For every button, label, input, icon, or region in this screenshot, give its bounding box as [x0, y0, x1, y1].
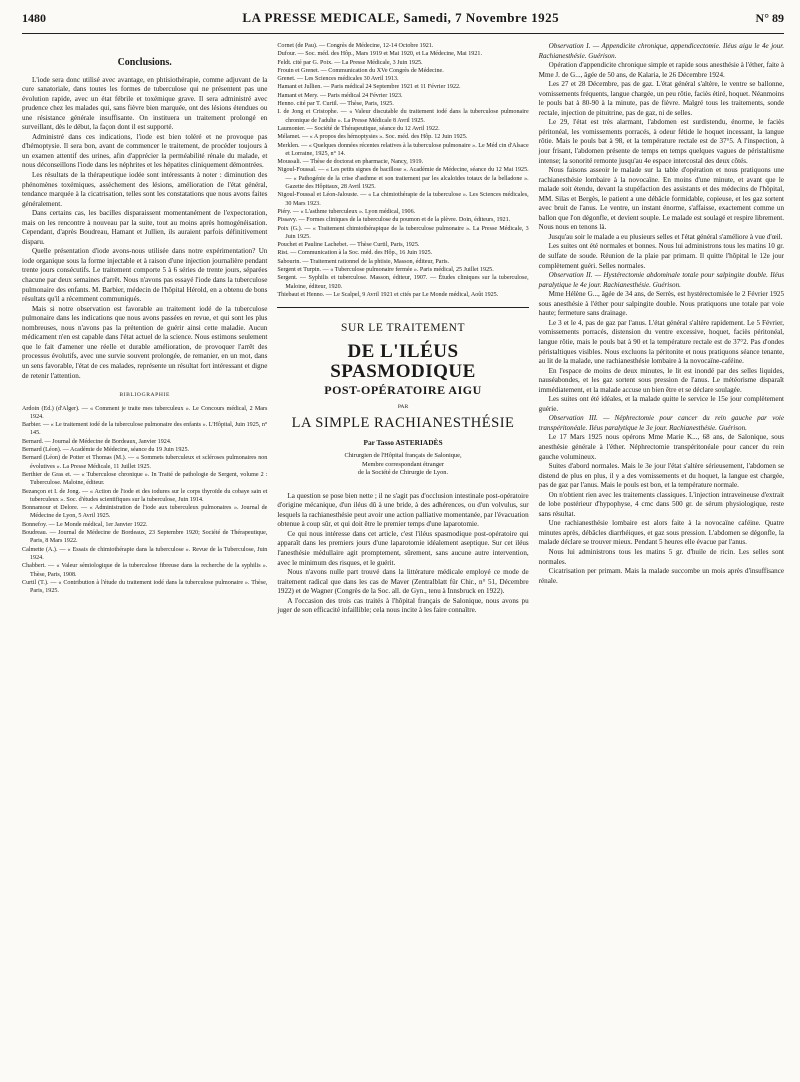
article-author: Par Tasso ASTERIADÈS	[363, 438, 443, 448]
observation-heading: Observation I. — Appendicite chronique, appendicectomie. Iléus aigu le 4e jour. Rachianesthésie. Guérison.	[538, 42, 785, 60]
paragraph: Opération d'appendicite chronique simple et rapide sous anesthésie à l'éther, faite à Mme J. de G..., âgée de 50 ans, de Kalaria, le 26 Décembre 1924.	[538, 61, 785, 79]
biblio-entry: Poix (G.). — « Traitement chimiothérapique de la tuberculose pulmonaire ». La Presse Médicale, 3 Juin 1925.	[277, 225, 529, 240]
paragraph: Les 27 et 28 Décembre, pas de gaz. L'état général s'altère, le ventre se ballonne, vomissements fréquents, langue chargée, un peu rôtie, faciès étiré, hoquet. Néanmoins le pouls bat à 80-90 à la minute, pas de fièvre. Malgré tous les traitements, sonde rectale, injection de pituitrine, pas de gaz, ni de selles.	[538, 80, 785, 117]
paragraph: On n'obtient rien avec les traitements classiques. L'injection intraveineuse d'extrait de lobe postérieur d'hypophyse, 4 cmc dans 500 gr. de sérum physiologique, reste sans résultat.	[538, 490, 785, 518]
affiliation-line: Membre correspondant étranger	[362, 460, 444, 468]
biblio-entry: Hamant et Jullien. — Paris médical 24 Septembre 1921 et 11 Février 1922.	[277, 84, 461, 91]
paragraph: Mais si notre observation est favorable au traitement iodé de la tuberculose pulmonaire dans les indications que nous avons passées en revue, et qui sont les plus nombreuses, nous n'avons pas la prétention de guérir ainsi cette maladie. Aucun médicament n'en est capable dans l'état actuel de la science. Nous estimons seulement que le fait d'amener une réelle et durable amélioration, de provoquer l'arrêt des processus évolutifs, avec une survie souvent prolongée, de remanier, en un mot, dans un sens favorable, l'état de ces malades, représente un résultat fort intéressant et digne de retenir l'attention.	[22, 304, 268, 380]
paragraph: Mme Hélène G..., âgée de 34 ans, de Serrès, est hystérectomisée le 2 Février 1925 sous anesthésie à l'éther pour salpingite double. Nous pratiquons une totale par voie haute; fermeture sans drainage.	[538, 290, 785, 318]
paragraph: A l'occasion des trois cas traités à l'hôpital français de Salonique, nous avons pu juger de son efficacité infaillible; cela nous incite à les faire connaître.	[277, 596, 529, 615]
column-1	[22, 42, 267, 616]
conclusions-title: Conclusions.	[117, 57, 172, 68]
biblio-entry: Sergent et Turpin. — « Tuberculose pulmonaire fermée ». Paris médical, 25 Juillet 1925.	[277, 267, 494, 274]
paragraph: La question se pose bien nette ; il ne s'agit pas d'occlusion intestinale post-opératoire d'origine mécanique, d'un iléus dû à une bride, à des adhérences, ou d'un volvulus, sur lesquels la rachianesthésie peut avoir une action palliative momentanée, par l'évacuation obtenue à coup sûr, et qui doit être le premier temps d'une laparotomie.	[277, 491, 529, 529]
bibliography-continued	[277, 42, 528, 299]
biblio-entry: Berthier de Gras et. — « Tuberculose chronique ». In Traité de pathologie de Sergent, volume 2 : Tuberculose. Maloine, éditeur.	[22, 471, 268, 487]
columns	[22, 42, 784, 616]
biblio-entry: Bernard (Léon) de Potter et Thomas (M.). — « Sommets tuberculeux et scléroses pulmonaires non évolutives ». La Presse Médicale, 11 Juillet 1925.	[22, 455, 268, 470]
biblio-entry: Cornet (de Pau). — Congrès de Médecine, 12-14 Octobre 1921.	[277, 43, 434, 49]
biblio-entry: Merklen. — « Quelques données récentes relatives à la tuberculose pulmonaire ». Le Méd cin d'Alsace et Lorraine, 1925, n° 14.	[277, 142, 529, 157]
bibliography-title: BIBLIOGRAPHIE	[119, 392, 171, 399]
biblio-entry: Boudreau. — Journal de Médecine de Bordeaux, 23 Septembre 1920; Société de Thérapeutique, Paris, 8 Mars 1922.	[22, 530, 268, 545]
biblio-entry: Bernard (Léon). — Académie de Médecine, séance du 19 Juin 1925.	[22, 447, 190, 454]
biblio-entry: Bonnamour et Delore. — « Administration de l'iode aux tuberculeux pulmonaires ». Journal de Médecine de Lyon, 5 Avril 1925.	[22, 505, 268, 520]
paragraph: Le 29, l'état est très alarmant, l'abdomen est surdistendu, énorme, le faciès péritonéal, les vomissements porracés, à odeur fétide le hoquet incessant, la langue rôtie. Mais le pouls bat à 98, et la température rectale est de 37°5. A l'inspection, à jour frisant, l'abdomen présente de temps en temps quelques vagues de péristaltisme intense; la sonorité remonte jusqu'au 4e espace intercostal des deux côtés.	[538, 118, 785, 165]
paragraph: Les résultats de la thérapeutique iodée sont intéressants à noter : diminution des phénomènes toxémiques, assèchement des lésions, amélioration de l'état général, tendance marquée à la cicatrisation, telles sont les constatations que nous avons faites généralement.	[22, 171, 268, 208]
biblio-entry: Moussali. — Thèse de doctorat en pharmacie, Nancy, 1919.	[277, 159, 424, 166]
observation-heading: Observation II. — Hystérectomie abdominale totale pour salpingite double. Iléus paralytique le 4e jour. Rachianesthésie. Guérison.	[538, 271, 785, 289]
page-number: 1480	[22, 11, 46, 25]
biblio-entry: Frouin et Grenet. — Communication du XVe Congrès de Médecine.	[277, 67, 444, 74]
section-divider	[277, 307, 528, 308]
paragraph: En l'espace de moins de deux minutes, le lit est inondé par des selles liquides, nauséabondes, et les gaz sortent sous pression de l'anus. Le météorisme disparaît immédiatement, et la malade accuse un bien être et se déclare soulagée.	[538, 366, 785, 394]
column-2	[277, 42, 528, 616]
biblio-entry: Bezançon et I. de Jong. — « Action de l'iode et des iodures sur le corps thyroïde du cobaye sain et tuberculeux ». Soc. d'études scientifiques sur la tuberculose, Juin 1914.	[22, 488, 268, 503]
page-header	[22, 0, 784, 34]
paragraph: Nous n'avons nulle part trouvé dans la littérature médicale employé ce mode de traitement radical que dans les cas de Maver (Zentralblatt für Chir., n° 51, Décembre 1922) et de Wagner (Congrès de la Soc. all. de Gyn., tenu à Innsbruck en 1922).	[277, 568, 529, 596]
biblio-entry: Piéry. — « L'asthme tuberculeux ». Lyon médical, 1906.	[277, 208, 416, 215]
biblio-entry: Grenet. — Les Sciences médicales 30 Avril 1913.	[277, 76, 399, 83]
paragraph: Jusqu'au soir le malade a eu plusieurs selles et l'état général s'améliore à vue d'œil.	[548, 232, 783, 241]
paragraph: Nous faisons asseoir le malade sur la table d'opération et nous pratiquons une rachianesthésie lombaire à la novocaïne. En moins d'une minute, et avant que le malade soit étendu, devant la stupéfaction des assistants et des médecins de l'hôpital, MM. Silas et Bergès, le patient a une débâcle formidable, copieuse, et les gaz sortent avec bruit de l'anus. Le ventre, un instant énorme, s'affaisse, exactement comme un ballon que l'on dégonfle, et devient souple. Le malade est soulagé et respire librement. Nous nous en tenons là.	[538, 166, 785, 232]
observation-heading: Observation III. — Néphrectomie pour cancer du rein gauche par voie transpéritonéale. Iléus paralytique le 3e jour. Rachianesthésie. Guérison.	[538, 414, 785, 432]
paragraph: Les suites ont été idéales, et la malade quitte le service le 15e jour complètement guérie.	[538, 395, 785, 413]
biblio-entry: Henno. cité par T. Curtil. — Thèse, Paris, 1925.	[277, 101, 394, 108]
biblio-entry: Ardoin (Ed.) (d'Alger). — « Comment je traite mes tuberculeux ». Le Concours médical, 2 Mars 1924.	[22, 405, 268, 420]
biblio-entry: Barbier. — « Le traitement iodé de la tuberculose pulmonaire des enfants ». L'Hôpital, Juin 1925, n° 145.	[22, 422, 268, 437]
paragraph: Une rachianesthésie lombaire est alors faite à la novocaïne caféine. Quatre minutes après, débâcles diarrhéiques, et gaz sous pression. L'abdomen se dégonfle, la malade déclare se trouver mieux. Pendant 5 heures elle évacue par l'anus.	[538, 519, 785, 547]
biblio-entry: Nigoul-Foussal et Léon-Jalouste. — « La chimiothérapie de la tuberculose ». Les Sciences médicales, 30 Mars 1923.	[277, 192, 529, 207]
biblio-entry: Dufour. — Soc. méd. des Hôp., Mars 1919 et Mai 1920, et La Médecine, Mai 1921.	[277, 51, 482, 58]
biblio-entry: Thiebaut et Henno. — Le Scalpel, 9 Avril 1921 et cités par Le Monde médical, Août 1925.	[277, 291, 499, 298]
biblio-entry: Feldt. cité par G. Poix. — La Presse Médicale, 3 Juin 1925.	[277, 59, 423, 66]
paragraph: Nous lui administrons tous les matins 5 gr. d'huile de ricin. Les selles sont normales.	[538, 547, 785, 566]
paragraph: Dans certains cas, les bacilles disparaissent momentanément de l'expectoration, mais on les rencontre à nouveau par la suite, tout au moins après homogénéisation. Cependant, d'après Boudreau, Hamant et Jullien, ils auraient parfois définitivement disparu.	[22, 209, 268, 246]
biblio-entry: Rist. — Communication à la Soc. méd. des Hôp., 16 Juin 1925.	[277, 250, 433, 257]
biblio-entry: Calmette (A.). — « Essais de chimiothérapie dans la tuberculose ». Revue de la Tuberculose, Juin 1924.	[22, 546, 268, 561]
biblio-entry: Bonnefoy. — Le Monde médical, 1er Janvier 1922.	[22, 521, 148, 528]
paragraph: Suites d'abord normales. Mais le 3e jour l'état s'altère sérieusement, l'abdomen se distend de plus en plus, il y a des vomissements et du hoquet, la langue est chargée, pas de gaz par l'anus. Mais le pouls est bon, et la température normale.	[538, 462, 785, 490]
newspaper-title: LA PRESSE MEDICALE, Samedi, 7 Novembre 1925	[242, 10, 560, 25]
article-subtitle: POST-OPÉRATOIRE AIGU	[324, 382, 482, 397]
biblio-entry: Mélamet. — « A propos des hémoptysies ». Soc. méd. des Hôp. 12 Juin 1925.	[277, 134, 468, 141]
biblio-entry: Bernard. — Journal de Médecine de Bordeaux, Janvier 1924.	[22, 438, 172, 445]
affiliation-line: de la Société de Chirurgie de Lyon.	[357, 469, 449, 477]
bibliography-list	[22, 405, 267, 596]
paragraph: Les suites ont été normales et bonnes. Nous lui administrons tous les matins 10 gr. de sulfate de soude. Réunion de la plaie par primam. Il quitte l'hôpital le 12e jour complètement guéri. Selles normales.	[538, 242, 785, 270]
article-pretitle: SUR LE TRAITEMENT	[341, 322, 465, 335]
paragraph: Ce qui nous intéresse dans cet article, c'est l'iléus spasmodique post-opératoire qui apparaît dans les premiers jours d'une laparotomie idéalement aseptique. Sur cet iléus l'anesthésie médullaire agit promptement, sûrement, sans aucune autre intervention, avec le minimum des risques, et le guérit.	[277, 529, 529, 567]
article-title: DE L'ILÉUS SPASMODIQUE	[330, 340, 476, 382]
biblio-entry: Laumonier. — Société de Thérapeutique, séance du 12 Avril 1922.	[277, 125, 440, 132]
affiliation-line: Chirurgien de l'Hôpital français de Salonique,	[344, 451, 462, 459]
paragraph: Cicatrisation per primam. Mais la malade succombe un mois après d'insuffisance rénale.	[538, 567, 785, 585]
biblio-entry: Pissavy. — Formes cliniques de la tuberculose du poumon et de la plèvre. Doin, éditeurs, 1921.	[277, 217, 511, 224]
paragraph: Le 17 Mars 1925 nous opérons Mme Marie K..., 68 ans, de Salonique, sous anesthésie générale à l'éther. Néphrectomie transpéritonéale pour cancer du rein gauche volumineux.	[538, 433, 785, 461]
article-title-2: LA SIMPLE RACHIANESTHÉSIE	[291, 414, 515, 431]
paragraph: Administré dans ces indications, l'iode est bien toléré et ne provoque pas d'hémoptysie. Il sera bon, avant de commencer le traitement, de procéder toujours à un examen attentif des urines, afin d'apprécier la perméabilité rénale du malade, et nous déconseillons l'iode dans les néphrites et les hépatites cliniquement démontrées.	[22, 132, 268, 170]
biblio-entry: Pouchet et Pauline Lachebet. — Thèse Curtil, Paris, 1925.	[277, 242, 420, 249]
issue-number: N° 89	[755, 11, 784, 25]
biblio-entry: Chabbert. — « Valeur sémiologique de la tuberculose fibreuse dans la recherche de la syphilis ». Thèse, Paris, 1908.	[22, 563, 268, 578]
article-par: PAR	[397, 404, 409, 411]
biblio-entry: I. de Jong et Cristophe. — « Valeur discutable du traitement iodé dans la tuberculose pulmonaire chronique de l'adulte ». La Presse Médicale 8 Avril 1925.	[277, 109, 529, 124]
biblio-entry: Nigoul-Foussal. — « Les petits signes de bacillose ». Académie de Médecine, séance du 12 Mai 1925. — « Pathogénie de la crise d'asthme et son traitement par les alcaloïdes totaux de la belladone ». Gazette des Hôpitaux, 28 Avril 1925.	[277, 167, 529, 191]
biblio-entry: Sergent. — Syphilis et tuberculose. Masson, éditeur, 1907. — Études cliniques sur la tuberculose, Maloine, éditeur, 1920.	[277, 275, 529, 290]
biblio-entry: Sabourin. — Traitement rationnel de la phtisie, Masson, éditeur, Paris.	[277, 258, 450, 265]
biblio-entry: Hamant et Mery. — Paris médical 24 Février 1923.	[277, 92, 403, 99]
paragraph: Quelle présentation d'iode avons-nous utilisée dans notre expérimentation? Un iode organique sous la forme injectable et à raison d'une injection journalière pendant trente jours consécutifs. Le traitement comporte 5 à 6 séries de trente jours, séparées chacune par deux semaines d'arrêt. Nous n'avons pas essayé l'iode dans la tuberculose pulmonaire des enfants. M. Barbier, médecin de l'hôpital Hérold, en a obtenu de bons résultats qu'il a récemment communiqués.	[22, 247, 268, 304]
column-3	[539, 42, 784, 616]
article-affiliation	[277, 452, 528, 478]
paragraph: Le 3 et le 4, pas de gaz par l'anus. L'état général s'altère rapidement. Le 5 Février, vomissements porracés, distension du ventre excessive, hoquet, faciès péritonéal, langue rôtie, mais le pouls bat à 90 et la température rectale est de 37°2. Pas d'ondes péristaltiques visibles. Nous excluons la péritonite et nous pratiquons séance tenante, au lit de la malade, une rachianesthésie lombaire à la novocaïne-caféine.	[538, 318, 785, 366]
biblio-entry: Curtil (T.). — « Contribution à l'étude du traitement iodé dans la tuberculose pulmonaire ». Thèse, Paris, 1925.	[22, 579, 268, 595]
paragraph: L'iode sera donc utilisé avec avantage, en phtisiothérapie, comme adjuvant de la cure sanatoriale, dans toutes les formes de tuberculose qui ne présentent pas une évolution rapide, avec un état fébrile et toxémique grave. Il sera administré avec prudence chez les malades qui, sans fièvre bien marquée, ont des lésions étendues ou une résistance générale insuffisante. On instituera un traitement prolongé en surveillant, dès le début, la façon dont il est supporté.	[22, 75, 268, 132]
